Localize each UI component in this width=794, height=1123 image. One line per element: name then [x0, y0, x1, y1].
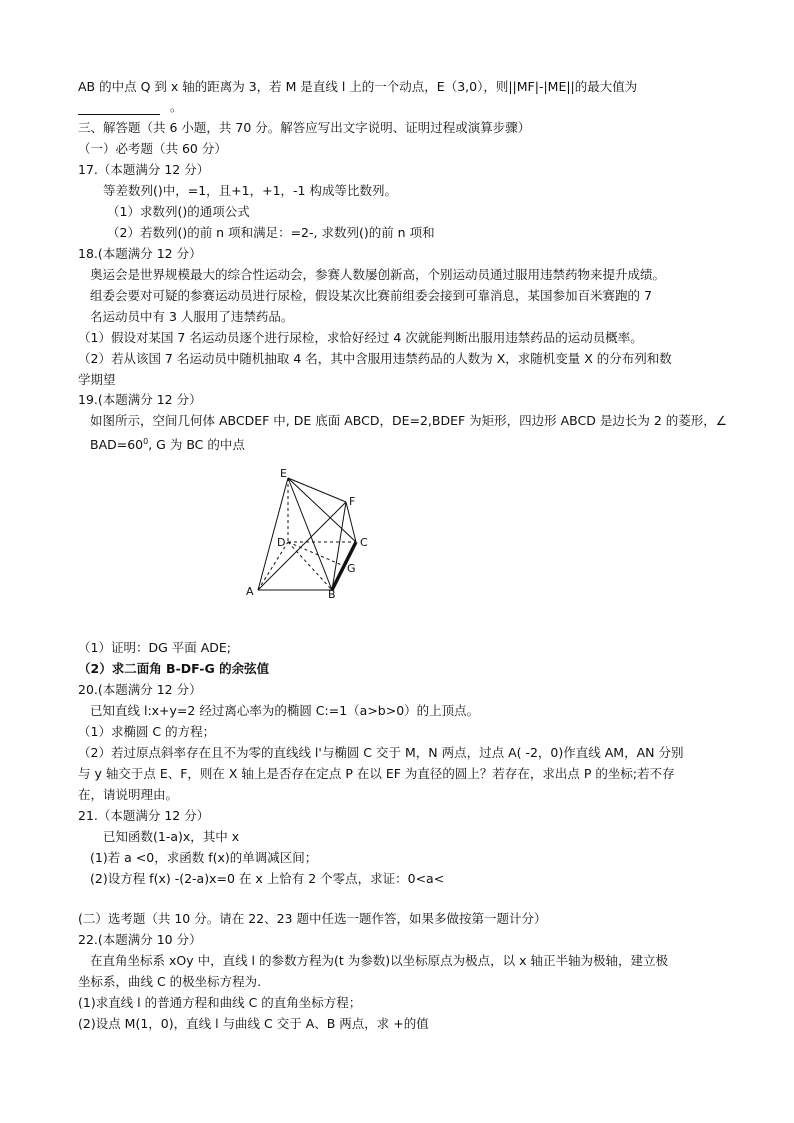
question-title: 17.（本题满分 12 分）: [78, 162, 210, 177]
question-text: 奥运会是世界规模最大的综合性运动会，参赛人数屡创新高，个别运动员通过服用违禁药物来提升成绩。: [90, 267, 666, 282]
edge-DB: [288, 542, 332, 590]
question-text: 坐标系，曲线 C 的极坐标方程为.: [78, 974, 262, 989]
label-E: E: [280, 467, 287, 480]
label-G: G: [347, 562, 356, 575]
edge-EC: [288, 478, 356, 542]
question-text: 已知直线 l:x+y=2 经过离心率为的椭圆 C:=1（a>b>0）的上顶点。: [90, 703, 480, 718]
sub-question: （2）求二面角 B-DF-G 的余弦值: [78, 661, 270, 676]
question-title: 19.(本题满分 12 分）: [78, 392, 202, 407]
sub-question-cont: 在，请说明理由。: [78, 787, 179, 802]
edge-DG: [288, 542, 344, 566]
text-line: AB 的中点 Q 到 x 轴的距离为 3，若 M 是直线 l 上的一个动点，E（3,0），则||MF|-|ME||的最大值为: [78, 79, 638, 94]
question-title: 20.(本题满分 12 分）: [78, 682, 202, 697]
question-text: 如图所示，空间几何体 ABCDEF 中, DE 底面 ABCD，DE=2,BDEF 为矩形，四边形 ABCD 是边长为 2 的菱形，∠: [90, 413, 727, 428]
question-text: 已知函数(1-a)x，其中 x: [103, 829, 240, 844]
label-F: F: [349, 495, 356, 508]
label-C: C: [360, 536, 368, 549]
edge-AD: [258, 542, 288, 590]
edge-EF: [288, 478, 346, 502]
text-part: BAD=60: [90, 437, 144, 453]
edge-EB: [288, 478, 332, 590]
question-text: 名运动员中有 3 人服用了违禁药品。: [90, 309, 294, 324]
degree-sup: 0: [143, 437, 149, 446]
sub-question: （2）若数列()的前 n 项和满足：=2-, 求数列()的前 n 项和: [107, 225, 435, 240]
question-text: 在直角坐标系 xOy 中，直线 l 的参数方程为(t 为参数)以坐标原点为极点，以 x 轴正半轴为极轴，建立极: [90, 953, 668, 968]
answer-blank: [78, 102, 160, 115]
question-text: 组委会要对可疑的参赛运动员进行尿检，假设某次比赛前组委会接到可靠消息，某国参加百米赛跑的 7: [90, 288, 652, 303]
subsection-heading: （一）必考题（共 60 分）: [78, 141, 227, 156]
label-A: A: [246, 585, 254, 598]
text-part: , G 为 BC 的中点: [148, 437, 245, 453]
sub-question: （2）若从该国 7 名运动员中随机抽取 4 名，其中含服用违禁药品的人数为 X，求随机变量 X 的分布列和数: [78, 351, 672, 366]
subsection-heading: (二）选考题（共 10 分。请在 22、23 题中任选一题作答，如果多做按第一题计分）: [78, 911, 547, 926]
question-title: 18.(本题满分 12 分）: [78, 246, 202, 261]
sub-question-cont: 学期望: [78, 372, 116, 387]
sub-question: (2)设方程 f(x) -(2-a)x=0 在 x 上恰有 2 个零点，求证：0<a<: [90, 871, 445, 886]
sub-question: （1）证明：DG 平面 ADE;: [78, 640, 231, 655]
sub-question: (2)设点 M(1，0)，直线 l 与曲线 C 交于 A、B 两点，求 +的值: [78, 1016, 429, 1031]
sub-question: (1)求直线 l 的普通方程和曲线 C 的直角坐标方程；: [78, 995, 362, 1010]
blank-suffix: 。: [169, 99, 183, 114]
question-title: 22.(本题满分 10 分）: [78, 932, 202, 947]
sub-question: （1）求椭圆 C 的方程；: [78, 724, 216, 739]
sub-question: （1）求数列()的通项公式: [107, 204, 250, 219]
question-title: 21.（本题满分 12 分）: [78, 808, 210, 823]
answer-blank-line: [78, 99, 183, 115]
label-D: D: [277, 536, 286, 549]
edge-FC: [346, 502, 356, 542]
sub-question: （2）若过原点斜率存在且不为零的直线线 l'与椭圆 C 交于 M，N 两点，过点 A( -2，0)作直线 AM，AN 分别: [78, 745, 684, 760]
sub-question-cont: 与 y 轴交于点 E、F，则在 X 轴上是否存在定点 P 在以 EF 为直径的圆上？若存在，求出点 P 的坐标;若不存: [78, 766, 675, 781]
question-text: [90, 434, 245, 453]
geometry-figure: [240, 462, 390, 602]
section-heading: 三、解答题（共 6 小题，共 70 分。解答应写出文字说明、证明过程或演算步骤）: [78, 120, 531, 135]
sub-question: （1）假设对某国 7 名运动员逐个进行尿检，求恰好经过 4 次就能判断出服用违禁药品的运动员概率。: [78, 330, 643, 345]
edge-EA: [258, 478, 288, 590]
edge-FA: [258, 502, 346, 590]
sub-question: (1)若 a <0，求函数 f(x)的单调减区间；: [90, 850, 318, 865]
question-text: 等差数列()中，=1，且+1，+1，-1 构成等比数列。: [103, 183, 397, 198]
label-B: B: [328, 588, 336, 601]
